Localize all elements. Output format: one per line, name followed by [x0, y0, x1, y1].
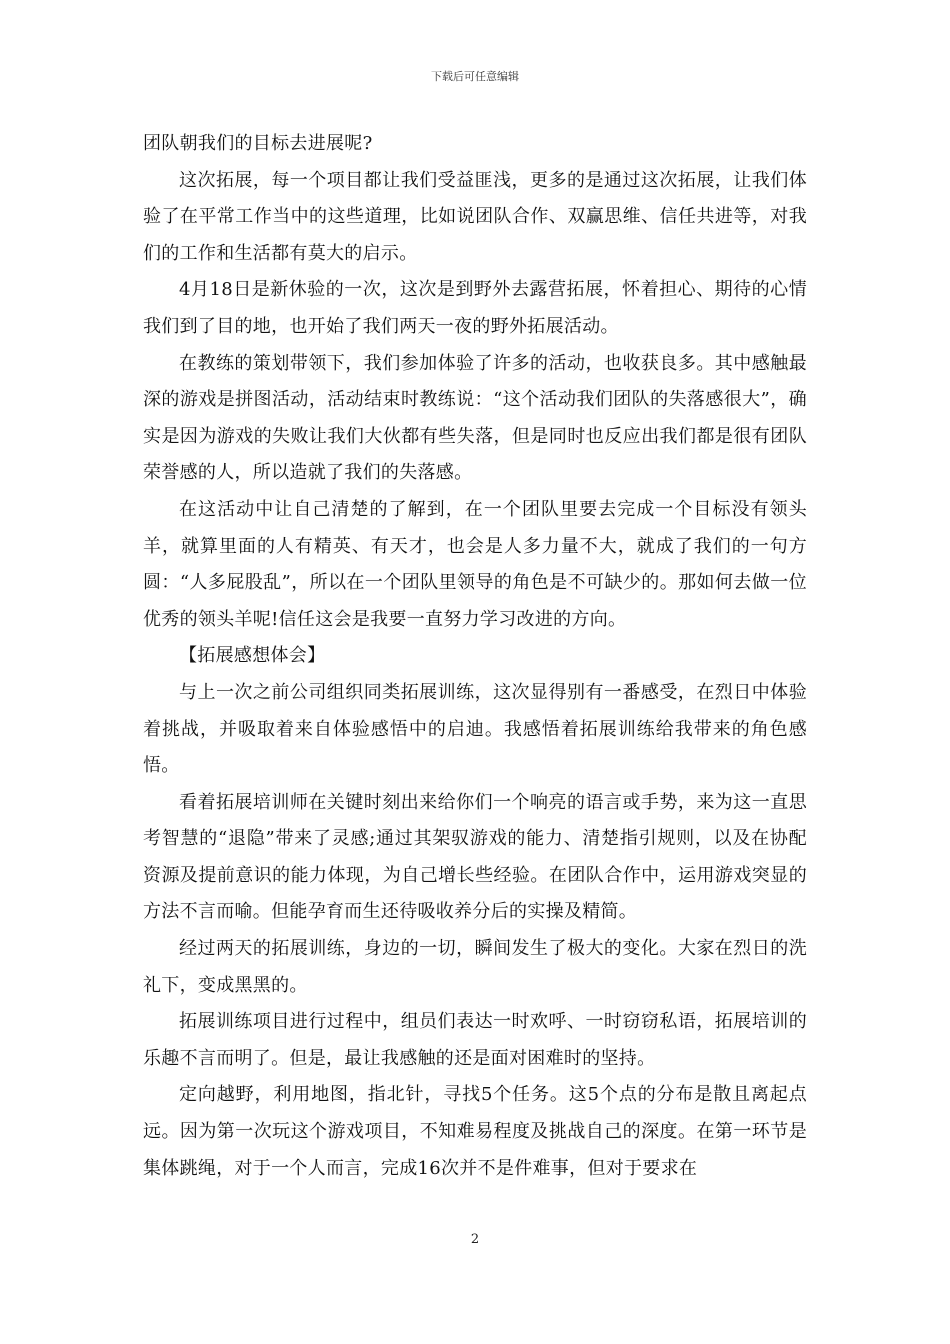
- paragraph: 与上一次之前公司组织同类拓展训练，这次显得别有一番感受，在烈日中体验着挑战，并吸取着来自体验感悟中的启迪。我感悟着拓展训练给我带来的角色感悟。: [143, 681, 807, 777]
- paragraph: 这次拓展，每一个项目都让我们受益匪浅，更多的是通过这次拓展，让我们体验了在平常工作当中的这些道理，比如说团队合作、双赢思维、信任共进等，对我们的工作和生活都有莫大的启示。: [143, 169, 807, 264]
- paragraph: 定向越野，利用地图，指北针，寻找5个任务。这5个点的分布是散且离起点远。因为第一次玩这个游戏项目，不知难易程度及挑战自己的深度。在第一环节是集体跳绳，对于一个人而言，完成16次并不是件难事，但对于要求在: [143, 1084, 807, 1179]
- paragraph: 在这活动中让自己清楚的了解到，在一个团队里要去完成一个目标没有领头羊，就算里面的人有精英、有天才，也会是人多力量不大，就成了我们的一句方圆：“人多屁股乱”，所以在一个团队里领导的角色是不可缺少的。那如何去做一位优秀的领头羊呢!信任这会是我要一直努力学习改进的方向。: [143, 498, 807, 630]
- paragraph: 经过两天的拓展训练，身边的一切，瞬间发生了极大的变化。大家在烈日的洗礼下，变成黑黑的。: [143, 938, 807, 996]
- paragraph: 4月18日是新休验的一次，这次是到野外去露营拓展，怀着担心、期待的心情我们到了目的地，也开始了我们两天一夜的野外拓展活动。: [143, 279, 807, 337]
- paragraph-continuation: 团队朝我们的目标去进展呢?: [143, 133, 373, 154]
- section-heading: 【拓展感想体会】: [179, 645, 326, 667]
- document-body: [143, 126, 807, 1187]
- paragraph: 看着拓展培训师在关键时刻出来给你们一个响亮的语言或手势，来为这一直思考智慧的“退隐”带来了灵感;通过其架驭游戏的能力、清楚指引规则，以及在协配资源及提前意识的能力体现，为自己增长些经验。在团队合作中，运用游戏突显的方法不言而喻。但能孕育而生还待吸收养分后的实操及精简。: [143, 791, 807, 923]
- paragraph: 拓展训练项目进行过程中，组员们表达一时欢呼、一时窃窃私语，拓展培训的乐趣不言而明了。但是，最让我感触的还是面对困难时的坚持。: [143, 1011, 807, 1069]
- paragraph: 在教练的策划带领下，我们参加体验了许多的活动，也收获良多。其中感触最深的游戏是拼图活动，活动结束时教练说：“这个活动我们团队的失落感很大”，确实是因为游戏的失败让我们大伙都有些失落，但是同时也反应出我们都是很有团队荣誉感的人，所以造就了我们的失落感。: [143, 352, 807, 484]
- page-number: 2: [470, 1232, 480, 1247]
- page-header: 下载后可任意编辑: [431, 70, 519, 83]
